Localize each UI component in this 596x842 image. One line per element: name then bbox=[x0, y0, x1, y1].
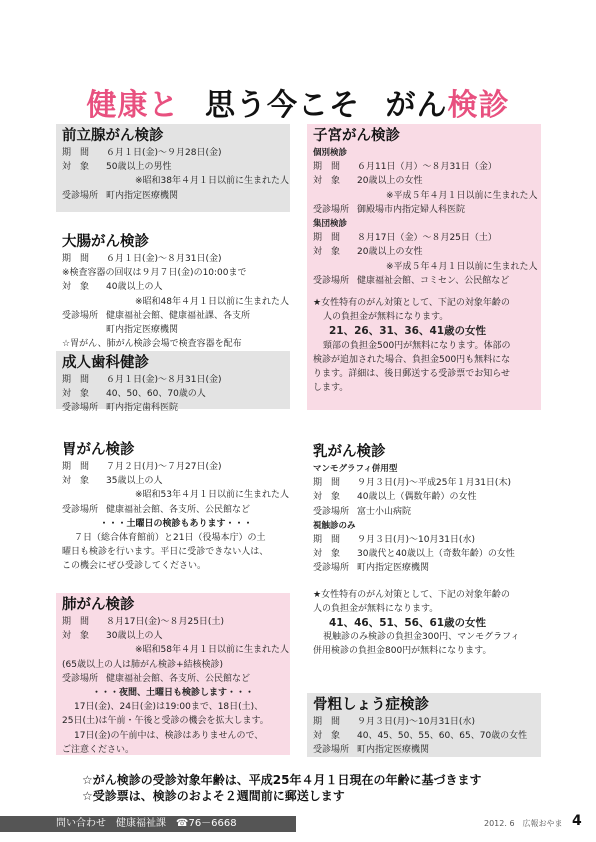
stomach-period: ７月２日(月)～７月27日(金) bbox=[106, 462, 222, 472]
dental-period: ６月１日(金)～８月31日(金) bbox=[106, 375, 222, 385]
prostate-period-label: 期 間 bbox=[62, 148, 90, 158]
osteo-period-label: 期 間 bbox=[313, 717, 341, 727]
uterine-para-2: 検診が追加された場合、負担金500円も無料にな bbox=[313, 354, 511, 365]
lung-heading: 肺がん検診 bbox=[62, 597, 135, 613]
breast-target: 40歳以上（偶数年齢）の女性 bbox=[357, 492, 477, 503]
dental-section bbox=[56, 351, 290, 414]
uterine-target-note: ※平成５年４月１日以前に生まれた人 bbox=[386, 190, 538, 201]
dental-target: 40、50、60、70歳の人 bbox=[106, 389, 206, 400]
stomach-place-label: 受診場所 bbox=[62, 504, 99, 515]
breast-para-2: 併用検診の負担金800円が無料になります。 bbox=[313, 646, 492, 657]
breast-period: ９月３日(月)～平成25年１月31日(木) bbox=[357, 478, 511, 489]
uterine-group-target-note: ※平成５年４月１日以前に生まれた人 bbox=[386, 261, 538, 272]
uterine-group-label: 集団検診 bbox=[313, 219, 348, 230]
lung-night-notice: ・・・夜間、土曜日も検診します・・・ bbox=[91, 688, 254, 699]
breast-palpation-place: 町内指定医療機関 bbox=[357, 563, 430, 574]
title-part3: がん bbox=[385, 88, 448, 123]
colon-place-label: 受診場所 bbox=[62, 310, 99, 321]
stomach-section bbox=[56, 438, 296, 574]
breast-target-label: 対 象 bbox=[313, 492, 341, 503]
uterine-place: 御殿場市内指定婦人科医院 bbox=[357, 204, 466, 215]
breast-free-ages: 41、46、51、56、61歳の女性 bbox=[329, 617, 487, 630]
lung-para-1: 17日(金)、24日(金)は19:00まで、18日(土)、 bbox=[74, 702, 264, 713]
title-part4: 検診 bbox=[447, 88, 510, 123]
uterine-group-place-label: 受診場所 bbox=[313, 275, 350, 286]
stomach-para-2: 曜日も検診を行います。平日に受診できない人は、 bbox=[62, 547, 269, 558]
stomach-target-note: ※昭和53年４月１日以前に生まれた人 bbox=[135, 490, 289, 501]
breast-place-label: 受診場所 bbox=[313, 506, 350, 517]
osteo-place-label: 受診場所 bbox=[313, 745, 350, 756]
lung-target-label: 対 象 bbox=[62, 631, 90, 642]
breast-free-notice-2: 人の負担金が無料になります。 bbox=[313, 603, 439, 614]
dental-target-label: 対 象 bbox=[62, 389, 90, 400]
uterine-group-period: ８月17日（金）～８月25日（土） bbox=[357, 233, 497, 244]
dental-place-label: 受診場所 bbox=[62, 403, 99, 414]
uterine-individual-label: 個別検診 bbox=[313, 148, 348, 158]
colon-place-2: 町内指定医療機関 bbox=[106, 325, 179, 336]
colon-heading: 大腸がん検診 bbox=[62, 234, 149, 250]
colon-target-note: ※昭和48年４月１日以前に生まれた人 bbox=[135, 296, 289, 307]
colon-section bbox=[56, 230, 296, 351]
lung-place-label: 受診場所 bbox=[62, 673, 99, 684]
breast-palpation-target-label: 対 象 bbox=[313, 549, 341, 560]
prostate-period: ６月１日(金)～９月28日(金) bbox=[106, 148, 222, 158]
lung-tb-note: (65歳以上の人は肺がん検診+結核検診) bbox=[62, 659, 224, 670]
breast-palpation-period: ９月３日(月)～10月31日(水) bbox=[357, 535, 475, 546]
breast-palpation-label: 視触診のみ bbox=[313, 520, 356, 531]
prostate-heading: 前立腺がん検診 bbox=[62, 128, 164, 144]
breast-palpation-target: 30歳代と40歳以上（奇数年齢）の女性 bbox=[357, 549, 515, 560]
uterine-target-label: 対 象 bbox=[313, 176, 341, 187]
prostate-place: 町内指定医療機関 bbox=[106, 190, 179, 201]
prostate-target-label: 対 象 bbox=[62, 162, 90, 173]
osteo-target-label: 対 象 bbox=[313, 731, 341, 742]
osteo-place: 町内指定医療機関 bbox=[357, 745, 430, 756]
stomach-place: 健康福祉会館、各支所、公民館など bbox=[106, 504, 251, 515]
colon-target: 40歳以上の人 bbox=[106, 282, 163, 293]
page-number: 4 bbox=[572, 813, 582, 829]
uterine-heading: 子宮がん検診 bbox=[313, 128, 400, 144]
uterine-para-4: します。 bbox=[313, 383, 349, 394]
osteo-target: 40、45、50、55、60、65、70歳の女性 bbox=[357, 731, 528, 742]
stomach-target: 35歳以上の人 bbox=[106, 476, 163, 487]
uterine-para-3: ります。詳細は、後日郵送する受診票でお知らせ bbox=[313, 369, 511, 380]
stomach-target-label: 対 象 bbox=[62, 476, 90, 487]
uterine-period: ６月11日（月）～８月31日（金） bbox=[357, 162, 497, 173]
prostate-place-label: 受診場所 bbox=[62, 190, 99, 201]
uterine-target: 20歳以上の女性 bbox=[357, 176, 423, 187]
uterine-group-target-label: 対 象 bbox=[313, 247, 341, 258]
title-part2: 思う今こそ bbox=[205, 88, 360, 123]
breast-palpation-place-label: 受診場所 bbox=[313, 563, 350, 574]
uterine-free-notice-1: ★女性特有のがん対策として、下記の対象年齢の bbox=[313, 298, 510, 309]
uterine-place-label: 受診場所 bbox=[313, 204, 350, 215]
note-age-basis: ☆がん検診の受診対象年齢は、平成25年４月１日現在の年齢に基づきます bbox=[82, 773, 482, 787]
colon-container-note: ※検査容器の回収は９月７日(金)の10:00まで bbox=[62, 268, 247, 279]
page-title bbox=[0, 80, 596, 124]
note-mailing: ☆受診票は、検診のおよそ２週間前に郵送します bbox=[82, 789, 345, 803]
stomach-saturday-notice: ・・・土曜日の検診もあります・・・ bbox=[99, 518, 253, 529]
dental-period-label: 期 間 bbox=[62, 375, 90, 385]
osteo-period: ９月３日(月)～10月31日(水) bbox=[357, 717, 475, 727]
uterine-section bbox=[307, 124, 541, 410]
prostate-target-note: ※昭和38年４月１日以前に生まれた人 bbox=[135, 176, 289, 187]
osteo-section bbox=[307, 693, 541, 757]
dental-heading: 成人歯科健診 bbox=[62, 355, 149, 371]
stomach-heading: 胃がん検診 bbox=[62, 442, 135, 458]
prostate-target: 50歳以上の男性 bbox=[106, 162, 172, 173]
breast-section bbox=[307, 440, 547, 659]
uterine-group-place: 健康福祉会館、コミセン、公民館など bbox=[357, 275, 510, 286]
breast-para-1: 視触診のみ検診の負担金300円、マンモグラフィ bbox=[323, 632, 520, 643]
breast-period-label: 期 間 bbox=[313, 478, 341, 489]
lung-para-2: 25日(土)は午前・午後と受診の機会を拡大します。 bbox=[62, 716, 269, 727]
uterine-group-target: 20歳以上の女性 bbox=[357, 247, 423, 258]
colon-period-label: 期 間 bbox=[62, 254, 90, 264]
lung-para-3: 17日(金)の午前中は、検診はありませんので、 bbox=[74, 730, 264, 741]
lung-place: 健康福祉会館、各支所、公民館など bbox=[106, 673, 251, 684]
uterine-free-ages: 21、26、31、36、41歳の女性 bbox=[329, 325, 487, 338]
lung-target: 30歳以上の人 bbox=[106, 631, 163, 642]
uterine-period-label: 期 間 bbox=[313, 162, 341, 173]
colon-distribution-note: ☆胃がん、肺がん検診会場で検査容器を配布 bbox=[62, 339, 242, 350]
prostate-section bbox=[56, 124, 290, 212]
breast-place: 富士小山病院 bbox=[357, 506, 412, 517]
general-notes bbox=[82, 772, 481, 804]
uterine-free-notice-2: 人の負担金が無料になります。 bbox=[323, 312, 449, 323]
dental-place: 町内指定歯科医院 bbox=[106, 403, 179, 414]
colon-target-label: 対 象 bbox=[62, 282, 90, 293]
colon-period: ６月１日(金)～８月31日(金) bbox=[106, 254, 222, 264]
lung-para-4: ご注意ください。 bbox=[62, 744, 135, 755]
breast-heading: 乳がん検診 bbox=[313, 444, 386, 460]
breast-free-notice-1: ★女性特有のがん対策として、下記の対象年齢の bbox=[313, 589, 510, 600]
uterine-para-1: 頸部の負担金500円が無料になります。体部の bbox=[323, 340, 511, 351]
title-part1: 健康と bbox=[86, 88, 180, 123]
stomach-para-1: ７日（総合体育館前）と21日（役場本庁）の土 bbox=[74, 533, 266, 544]
uterine-group-period-label: 期 間 bbox=[313, 233, 341, 244]
colon-place: 健康福祉会館、健康福祉課、各支所 bbox=[106, 310, 251, 321]
lung-period-label: 期 間 bbox=[62, 617, 90, 627]
osteo-heading: 骨粗しょう症検診 bbox=[313, 697, 429, 713]
stomach-period-label: 期 間 bbox=[62, 462, 90, 472]
contact-bar: 問い合わせ 健康福祉課 ☎76－6668 bbox=[0, 816, 296, 832]
stomach-para-3: この機会にぜひ受診してください。 bbox=[62, 561, 207, 572]
lung-period: ８月17日(金)～８月25日(土) bbox=[106, 617, 224, 627]
breast-palpation-period-label: 期 間 bbox=[313, 535, 341, 546]
lung-section bbox=[56, 593, 290, 755]
issue-label: 2012. 6 広報おやま bbox=[484, 819, 563, 828]
breast-mammo-label: マンモグラフィ併用型 bbox=[313, 464, 398, 474]
lung-target-note: ※昭和58年４月１日以前に生まれた人 bbox=[135, 645, 289, 656]
